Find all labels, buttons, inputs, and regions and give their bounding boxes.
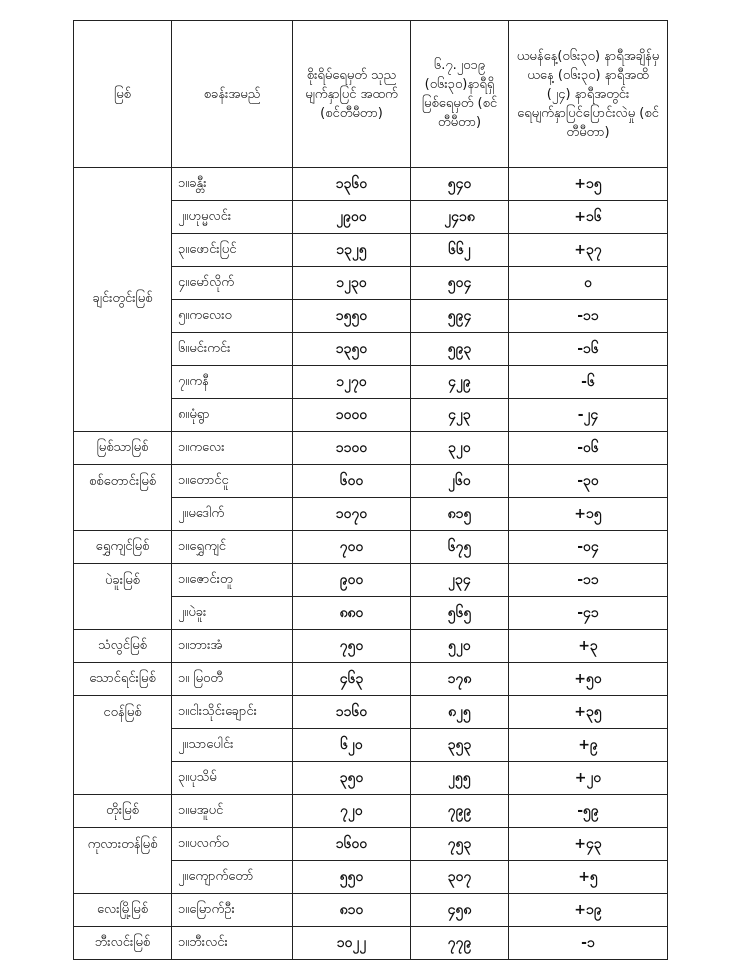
station-name: ၁။ကလေး [172,432,293,465]
danger-level-value: ၁၀၀၀ [293,399,411,432]
level-change-value: +၉ [509,729,668,762]
current-level-value: ၅၂၀ [411,630,509,663]
station-name: ၁။ မြဝတီ [172,663,293,696]
river-name: ကုလားတန်မြစ် [74,828,172,894]
table-row [74,465,668,498]
level-change-value: +၅ [509,861,668,894]
water-level-table [73,20,668,960]
current-level-value: ၁၇၈ [411,663,509,696]
table-row [74,663,668,696]
danger-level-value: ၁၅၅၀ [293,300,411,333]
river-name: ရွှေကျင်မြစ် [74,531,172,564]
current-level-value: ၂၆၀ [411,465,509,498]
river-name: သံလွင်မြစ် [74,630,172,663]
level-change-value: -၄၁ [509,597,668,630]
level-change-value: +၁၅ [509,168,668,201]
river-name: တိုးမြစ် [74,795,172,828]
river-name: လေးမြို့မြစ် [74,894,172,927]
current-level-value: ၃၅၃ [411,729,509,762]
station-name: ၁။မြောက်ဦး [172,894,293,927]
level-change-value: -၁၆ [509,333,668,366]
station-name: ၁။ဇောင်းတူ [172,564,293,597]
current-level-value: ၂၄၁၈ [411,201,509,234]
danger-level-value: ၆၂၀ [293,729,411,762]
station-name: ၆။မင်းကင်း [172,333,293,366]
current-level-value: ၃၂၀ [411,432,509,465]
current-level-value: ၇၅၃ [411,828,509,861]
table-row [74,927,668,960]
danger-level-value: ၃၅၀ [293,762,411,795]
danger-level-value: ၈၁၀ [293,894,411,927]
level-change-value: +၃၅ [509,696,668,729]
danger-level-value: ၁၁၀၀ [293,432,411,465]
danger-level-value: ၄၆၃ [293,663,411,696]
current-level-value: ၇၉၉ [411,795,509,828]
level-change-value: +၁၆ [509,201,668,234]
river-name: သောင်ရင်းမြစ် [74,663,172,696]
current-level-value: ၂၅၅ [411,762,509,795]
table-row [74,696,668,729]
station-name: ၂။ကျောက်တော် [172,861,293,894]
river-name: ငဝန်မြစ် [74,696,172,795]
current-level-value: ၅၆၅ [411,597,509,630]
level-change-value: -၁၁ [509,564,668,597]
table-row [74,795,668,828]
current-level-value: ၄၅၈ [411,894,509,927]
station-name: ၈။မုံရွာ [172,399,293,432]
current-level-value: ၈၁၅ [411,498,509,531]
danger-level-value: ၁၁၆၀ [293,696,411,729]
current-level-value: ၅၉၃ [411,333,509,366]
station-name: ၂။မဒေါက် [172,498,293,531]
level-change-value: +၂၀ [509,762,668,795]
level-change-value: -၁ [509,927,668,960]
river-name: ချင်းတွင်းမြစ် [74,168,172,432]
table-row [74,630,668,663]
danger-level-value: ၈၈၀ [293,597,411,630]
level-change-value: -၆ [509,366,668,399]
level-change-value: -၀၆ [509,432,668,465]
station-name: ၂။သာပေါင်း [172,729,293,762]
station-name: ၁။ဘီးလင်း [172,927,293,960]
station-name: ၂။ပဲခူး [172,597,293,630]
river-name: မြစ်သာမြစ် [74,432,172,465]
current-level-value: ၂၃၄ [411,564,509,597]
station-name: ၄။မော်လိုက် [172,267,293,300]
river-name: စစ်တောင်းမြစ် [74,465,172,531]
river-name: ဘီးလင်းမြစ် [74,927,172,960]
danger-level-value: ၅၅၀ [293,861,411,894]
station-name: ၁။တောင်ငူ [172,465,293,498]
level-change-value: ၀ [509,267,668,300]
danger-level-value: ၁၀၇၀ [293,498,411,531]
current-level-value: ၄၂၃ [411,399,509,432]
river-name: ပဲခူးမြစ် [74,564,172,630]
header-station: စခန်းအမည် [172,21,293,168]
level-change-value: +၅၀ [509,663,668,696]
current-level-value: ၃၀၇ [411,861,509,894]
level-change-value: +၃၇ [509,234,668,267]
table-row [74,531,668,564]
level-change-value: +၃ [509,630,668,663]
table-row [74,894,668,927]
header-24h-change: ယမန်နေ့(၀၆း၃၀) နာရီအချိန်မှ ယနေ့ (၀၆း၃၀) နာရီအထိ (၂၄) နာရီအတွင်း ရေမျက်နှာပြင်ပြောင်းလဲမှု (စင်တီမီတာ) [509,21,668,168]
table-row [74,168,668,201]
station-name: ၅။ကလေးဝ [172,300,293,333]
level-change-value: +၁၅ [509,498,668,531]
header-current-level: ၆.၇.၂၀၁၉ (၀၆း၃၀)နာရီရှိ မြစ်ရေမှတ် (စင်တီမီတာ) [411,21,509,168]
current-level-value: ၄၂၉ [411,366,509,399]
station-name: ၂။ဟုမ္မလင်း [172,201,293,234]
current-level-value: ၅၀၄ [411,267,509,300]
danger-level-value: ၂၉၀၀ [293,201,411,234]
current-level-value: ၇၇၉ [411,927,509,960]
table-body [74,168,668,960]
danger-level-value: ၁၂၇၀ [293,366,411,399]
table-row [74,564,668,597]
station-name: ၁။ဘားအံ [172,630,293,663]
station-name: ၃။ဖောင်းပြင် [172,234,293,267]
level-change-value: +၁၉ [509,894,668,927]
station-name: ၁။မအူပင် [172,795,293,828]
station-name: ၁။ခန္တီး [172,168,293,201]
current-level-value: ၆၆၂ [411,234,509,267]
header-danger-level: စိုးရိမ်ရေမှတ် သုညမျက်နှာပြင် အထက် (စင်တီမီတာ) [293,21,411,168]
level-change-value: -၁၁ [509,300,668,333]
header-river: မြစ် [74,21,172,168]
danger-level-value: ၁၃၂၅ [293,234,411,267]
danger-level-value: ၆၀၀ [293,465,411,498]
current-level-value: ၆၇၅ [411,531,509,564]
station-name: ၇။ကနီ [172,366,293,399]
level-change-value: -၀၄ [509,531,668,564]
current-level-value: ၈၂၅ [411,696,509,729]
current-level-value: ၅၉၄ [411,300,509,333]
current-level-value: ၅၄၀ [411,168,509,201]
danger-level-value: ၁၆၀၀ [293,828,411,861]
table-row [74,432,668,465]
station-name: ၃။ပုသိမ် [172,762,293,795]
danger-level-value: ၉၀၀ [293,564,411,597]
level-change-value: +၄၃ [509,828,668,861]
danger-level-value: ၁၃၆၀ [293,168,411,201]
table-row [74,828,668,861]
header-row [74,21,668,168]
danger-level-value: ၇၅၀ [293,630,411,663]
level-change-value: -၂၄ [509,399,668,432]
station-name: ၁။ပလက်ဝ [172,828,293,861]
danger-level-value: ၇၂၀ [293,795,411,828]
level-change-value: -၅၉ [509,795,668,828]
station-name: ၁။ငါးသိုင်းချောင်း [172,696,293,729]
level-change-value: -၃၀ [509,465,668,498]
danger-level-value: ၁၀၂၂ [293,927,411,960]
danger-level-value: ၇၀၀ [293,531,411,564]
danger-level-value: ၁၃၅၀ [293,333,411,366]
station-name: ၁။ရွှေကျင် [172,531,293,564]
danger-level-value: ၁၂၃၀ [293,267,411,300]
